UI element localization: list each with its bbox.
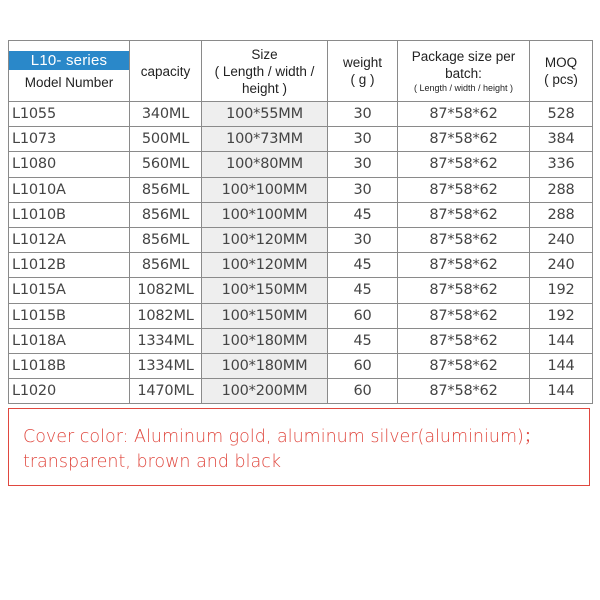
size-cell: 100*180MM	[202, 353, 328, 378]
moq-cell: 240	[530, 227, 593, 252]
size-cell: 100*150MM	[202, 278, 328, 303]
weight-label-line2: ( g )	[350, 72, 375, 87]
header-weight	[328, 41, 398, 102]
moq-cell: 528	[530, 102, 593, 127]
table-row	[9, 152, 593, 177]
capacity-cell: 856ML	[130, 227, 202, 252]
cover-color-line2: transparent, brown and black	[23, 452, 282, 472]
package-label-dimensions: ( Length / width / height )	[413, 83, 514, 93]
table-body	[9, 102, 593, 404]
moq-cell: 144	[530, 379, 593, 404]
weight-cell: 45	[328, 253, 398, 278]
weight-cell: 30	[328, 152, 398, 177]
weight-label-line1: weight	[342, 55, 383, 70]
model-cell: L1012B	[9, 253, 130, 278]
weight-cell: 30	[328, 227, 398, 252]
header-moq	[530, 41, 593, 102]
table-row	[9, 227, 593, 252]
capacity-cell: 856ML	[130, 177, 202, 202]
model-cell: L1055	[9, 102, 130, 127]
weight-cell: 45	[328, 202, 398, 227]
moq-label-line2: ( pcs)	[544, 72, 578, 87]
moq-label-line1: MOQ	[544, 55, 578, 70]
package-cell: 87*58*62	[398, 152, 530, 177]
size-cell: 100*100MM	[202, 202, 328, 227]
table-row	[9, 253, 593, 278]
header-package-size	[398, 41, 530, 102]
model-cell: L1012A	[9, 227, 130, 252]
model-cell: L1015B	[9, 303, 130, 328]
model-number-label: Model Number	[24, 75, 114, 90]
moq-cell: 144	[530, 328, 593, 353]
weight-cell: 30	[328, 177, 398, 202]
cover-color-note	[8, 408, 590, 486]
header-model-number	[9, 41, 130, 102]
capacity-cell: 1334ML	[130, 353, 202, 378]
table-header-row	[9, 41, 593, 102]
header-size	[202, 41, 328, 102]
size-cell: 100*150MM	[202, 303, 328, 328]
table-row	[9, 379, 593, 404]
package-cell: 87*58*62	[398, 379, 530, 404]
model-cell: L1018B	[9, 353, 130, 378]
table-row	[9, 202, 593, 227]
package-cell: 87*58*62	[398, 202, 530, 227]
model-cell: L1080	[9, 152, 130, 177]
table-row	[9, 177, 593, 202]
package-label-line2: batch:	[445, 66, 482, 81]
size-cell: 100*120MM	[202, 253, 328, 278]
capacity-cell: 1082ML	[130, 303, 202, 328]
size-cell: 100*120MM	[202, 227, 328, 252]
table-row	[9, 303, 593, 328]
size-label-line1: Size	[251, 46, 278, 62]
spec-table	[8, 40, 593, 404]
series-title: L10- series	[9, 51, 129, 70]
moq-cell: 240	[530, 253, 593, 278]
cover-color-line1: Cover color: Aluminum gold, aluminum silver(aluminium)；	[23, 427, 542, 447]
weight-cell: 60	[328, 303, 398, 328]
size-cell: 100*55MM	[202, 102, 328, 127]
size-cell: 100*80MM	[202, 152, 328, 177]
moq-cell: 192	[530, 278, 593, 303]
weight-cell: 60	[328, 379, 398, 404]
moq-cell: 144	[530, 353, 593, 378]
package-label-line1: Package size per	[411, 49, 516, 64]
moq-cell: 288	[530, 202, 593, 227]
weight-cell: 60	[328, 353, 398, 378]
table-row	[9, 127, 593, 152]
capacity-label: capacity	[140, 63, 191, 79]
model-cell: L1020	[9, 379, 130, 404]
header-capacity	[130, 41, 202, 102]
package-cell: 87*58*62	[398, 303, 530, 328]
package-cell: 87*58*62	[398, 127, 530, 152]
moq-cell: 336	[530, 152, 593, 177]
size-cell: 100*180MM	[202, 328, 328, 353]
size-label-line3: height )	[241, 80, 288, 96]
package-cell: 87*58*62	[398, 278, 530, 303]
model-cell: L1010B	[9, 202, 130, 227]
size-label-line2: ( Length / width /	[214, 63, 315, 79]
weight-cell: 45	[328, 278, 398, 303]
model-cell: L1010A	[9, 177, 130, 202]
capacity-cell: 856ML	[130, 202, 202, 227]
package-cell: 87*58*62	[398, 353, 530, 378]
weight-cell: 30	[328, 102, 398, 127]
capacity-cell: 340ML	[130, 102, 202, 127]
size-cell: 100*73MM	[202, 127, 328, 152]
model-cell: L1073	[9, 127, 130, 152]
capacity-cell: 1334ML	[130, 328, 202, 353]
model-cell: L1018A	[9, 328, 130, 353]
capacity-cell: 1082ML	[130, 278, 202, 303]
table-row	[9, 328, 593, 353]
table-row	[9, 278, 593, 303]
moq-cell: 384	[530, 127, 593, 152]
package-cell: 87*58*62	[398, 328, 530, 353]
capacity-cell: 560ML	[130, 152, 202, 177]
capacity-cell: 500ML	[130, 127, 202, 152]
weight-cell: 45	[328, 328, 398, 353]
weight-cell: 30	[328, 127, 398, 152]
capacity-cell: 1470ML	[130, 379, 202, 404]
moq-cell: 192	[530, 303, 593, 328]
package-cell: 87*58*62	[398, 102, 530, 127]
capacity-cell: 856ML	[130, 253, 202, 278]
cover-color-text	[23, 425, 578, 475]
model-cell: L1015A	[9, 278, 130, 303]
package-cell: 87*58*62	[398, 177, 530, 202]
moq-cell: 288	[530, 177, 593, 202]
table-row	[9, 353, 593, 378]
size-cell: 100*200MM	[202, 379, 328, 404]
package-cell: 87*58*62	[398, 253, 530, 278]
package-cell: 87*58*62	[398, 227, 530, 252]
size-cell: 100*100MM	[202, 177, 328, 202]
table-row	[9, 102, 593, 127]
